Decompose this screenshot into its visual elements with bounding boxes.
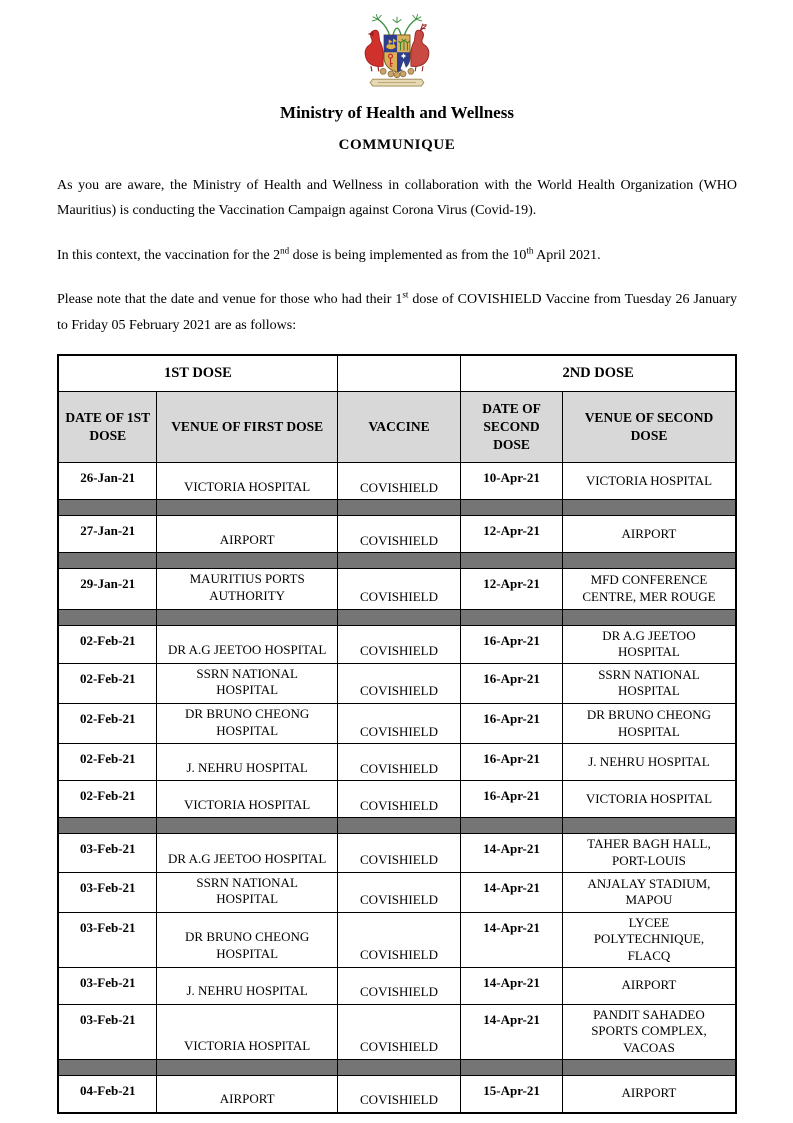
second-dose-date-cell: 14-Apr-21 [461,912,563,967]
separator-cell [461,553,563,569]
table-row [58,569,736,609]
vaccine-cell: COVISHIELD [337,1004,460,1059]
second-dose-date-cell: 16-Apr-21 [461,781,563,818]
separator-cell [562,818,736,834]
second-dose-venue-cell: J. NEHRU HOSPITAL [562,744,736,781]
vaccine-cell: COVISHIELD [337,781,460,818]
first-dose-date-cell: 26-Jan-21 [58,463,157,500]
separator-cell [157,1059,337,1075]
second-dose-date-cell: 14-Apr-21 [461,967,563,1004]
first-dose-venue-cell: DR BRUNO CHEONG HOSPITAL [157,912,337,967]
separator-cell [562,500,736,516]
second-dose-date-cell: 14-Apr-21 [461,1004,563,1059]
second-dose-venue-cell: SSRN NATIONAL HOSPITAL [562,663,736,703]
first-dose-venue-cell: MAURITIUS PORTS AUTHORITY [157,569,337,609]
second-dose-venue-cell: MFD CONFERENCE CENTRE, MER ROUGE [562,569,736,609]
table-row [58,834,736,872]
second-dose-date-cell: 14-Apr-21 [461,834,563,872]
first-dose-date-cell: 02-Feb-21 [58,781,157,818]
paragraph-second-dose [57,243,737,268]
first-dose-venue-cell: AIRPORT [157,1075,337,1113]
first-dose-date-cell: 04-Feb-21 [58,1075,157,1113]
vaccine-group-header-empty [337,355,460,392]
vaccine-cell: COVISHIELD [337,704,460,744]
separator-cell [461,609,563,625]
second-dose-group-header: 2ND DOSE [461,355,736,392]
ordinal-superscript: th [526,245,534,256]
vaccine-cell: COVISHIELD [337,872,460,912]
paragraph-intro-text: As you are aware, the Ministry of Health and Wellness in collaboration with the World Health Organization (WHO Mauritius) is conducting the Vaccination Campaign against Corona Virus (Covid-19). [57,178,737,219]
separator-cell [562,1059,736,1075]
separator-cell [157,500,337,516]
first-dose-date-cell: 03-Feb-21 [58,912,157,967]
first-dose-venue-cell: SSRN NATIONAL HOSPITAL [157,872,337,912]
table-row [58,516,736,553]
separator-row [58,500,736,516]
separator-cell [562,553,736,569]
separator-cell [461,500,563,516]
ordinal-superscript: nd [280,245,290,256]
separator-cell [157,553,337,569]
first-dose-venue-cell: VICTORIA HOSPITAL [157,781,337,818]
paragraph-schedule-note-text: dose of COVISHIELD Vaccine from Tuesday 26 January to Friday 05 February 2021 are as follows: [57,292,737,333]
separator-cell [461,1059,563,1075]
paragraph-second-dose-text: In this context, the vaccination for the 2 [57,247,281,263]
separator-cell [157,818,337,834]
paragraph-intro [57,173,737,224]
table-row [58,663,736,703]
second-dose-date-cell: 14-Apr-21 [461,872,563,912]
dodo-icon [365,30,383,71]
vaccine-cell: COVISHIELD [337,912,460,967]
table-row [58,1075,736,1113]
ministry-title: Ministry of Health and Wellness [280,103,514,122]
column-header-date-first-dose: DATE OF 1ST DOSE [58,392,157,463]
first-dose-venue-cell: AIRPORT [157,516,337,553]
first-dose-group-header: 1ST DOSE [58,355,337,392]
vaccine-cell: COVISHIELD [337,569,460,609]
second-dose-date-cell: 16-Apr-21 [461,704,563,744]
paragraph-schedule-note [57,287,737,338]
first-dose-venue-cell: J. NEHRU HOSPITAL [157,967,337,1004]
second-dose-venue-cell: LYCEE POLYTECHNIQUE, FLACQ [562,912,736,967]
sugarcane-icon [372,14,422,37]
emblem-container [57,14,737,99]
vaccine-cell: COVISHIELD [337,516,460,553]
first-dose-date-cell: 03-Feb-21 [58,967,157,1004]
second-dose-venue-cell: PANDIT SAHADEO SPORTS COMPLEX, VACOAS [562,1004,736,1059]
first-dose-venue-cell: J. NEHRU HOSPITAL [157,744,337,781]
separator-cell [562,609,736,625]
ordinal-superscript: st [402,289,409,300]
first-dose-date-cell: 03-Feb-21 [58,872,157,912]
second-dose-date-cell: 10-Apr-21 [461,463,563,500]
table-row [58,1004,736,1059]
column-header-date-second-dose: DATE OF SECOND DOSE [461,392,563,463]
second-dose-date-cell: 16-Apr-21 [461,744,563,781]
separator-cell [58,553,157,569]
mauritius-coat-of-arms-icon [345,14,449,94]
second-dose-venue-cell: ANJALAY STADIUM, MAPOU [562,872,736,912]
deer-icon [411,24,429,72]
table-row [58,463,736,500]
second-dose-venue-cell: TAHER BAGH HALL, PORT-LOUIS [562,834,736,872]
paragraph-second-dose-text: dose is being implemented as from the 10 [289,247,527,263]
first-dose-date-cell: 03-Feb-21 [58,834,157,872]
second-dose-venue-cell: AIRPORT [562,967,736,1004]
paragraph-second-dose-text: April 2021. [533,247,601,263]
second-dose-venue-cell: DR BRUNO CHEONG HOSPITAL [562,704,736,744]
first-dose-date-cell: 02-Feb-21 [58,663,157,703]
second-dose-date-cell: 16-Apr-21 [461,625,563,663]
vaccine-cell: COVISHIELD [337,834,460,872]
table-row [58,781,736,818]
first-dose-date-cell: 29-Jan-21 [58,569,157,609]
second-dose-venue-cell: VICTORIA HOSPITAL [562,781,736,818]
separator-row [58,553,736,569]
table-row [58,704,736,744]
vaccine-cell: COVISHIELD [337,463,460,500]
separator-cell [58,818,157,834]
separator-cell [337,609,460,625]
separator-cell [337,553,460,569]
separator-row [58,818,736,834]
table-row [58,872,736,912]
column-header-venue-second-dose: VENUE OF SECOND DOSE [562,392,736,463]
first-dose-date-cell: 03-Feb-21 [58,1004,157,1059]
separator-cell [157,609,337,625]
first-dose-venue-cell: DR BRUNO CHEONG HOSPITAL [157,704,337,744]
first-dose-venue-cell: DR A.G JEETOO HOSPITAL [157,834,337,872]
first-dose-venue-cell: SSRN NATIONAL HOSPITAL [157,663,337,703]
vaccine-cell: COVISHIELD [337,1075,460,1113]
second-dose-date-cell: 12-Apr-21 [461,516,563,553]
separator-cell [58,500,157,516]
second-dose-date-cell: 15-Apr-21 [461,1075,563,1113]
second-dose-venue-cell: VICTORIA HOSPITAL [562,463,736,500]
column-header-row [58,392,736,463]
second-dose-venue-cell: DR A.G JEETOO HOSPITAL [562,625,736,663]
first-dose-venue-cell: VICTORIA HOSPITAL [157,1004,337,1059]
table-row [58,744,736,781]
second-dose-venue-cell: AIRPORT [562,516,736,553]
first-dose-date-cell: 02-Feb-21 [58,744,157,781]
paragraph-schedule-note-text: Please note that the date and venue for those who had their 1 [57,292,403,308]
second-dose-date-cell: 12-Apr-21 [461,569,563,609]
vaccine-cell: COVISHIELD [337,744,460,781]
vaccination-schedule-table [57,354,737,1113]
first-dose-venue-cell: DR A.G JEETOO HOSPITAL [157,625,337,663]
vaccine-cell: COVISHIELD [337,967,460,1004]
first-dose-date-cell: 02-Feb-21 [58,704,157,744]
separator-cell [337,500,460,516]
table-row [58,967,736,1004]
separator-cell [58,609,157,625]
first-dose-date-cell: 02-Feb-21 [58,625,157,663]
table-row [58,625,736,663]
separator-row [58,609,736,625]
vaccination-table-body [58,463,736,1113]
column-header-venue-first-dose: VENUE OF FIRST DOSE [157,392,337,463]
vaccine-cell: COVISHIELD [337,625,460,663]
second-dose-venue-cell: AIRPORT [562,1075,736,1113]
separator-cell [337,818,460,834]
separator-cell [461,818,563,834]
separator-cell [58,1059,157,1075]
separator-row [58,1059,736,1075]
separator-cell [337,1059,460,1075]
dose-group-header-row [58,355,736,392]
first-dose-date-cell: 27-Jan-21 [58,516,157,553]
first-dose-venue-cell: VICTORIA HOSPITAL [157,463,337,500]
vaccine-cell: COVISHIELD [337,663,460,703]
column-header-vaccine: VACCINE [337,392,460,463]
communique-subtitle: COMMUNIQUE [338,137,456,153]
second-dose-date-cell: 16-Apr-21 [461,663,563,703]
table-row [58,912,736,967]
motto-scroll-icon [370,79,424,86]
shield-icon [384,35,410,72]
